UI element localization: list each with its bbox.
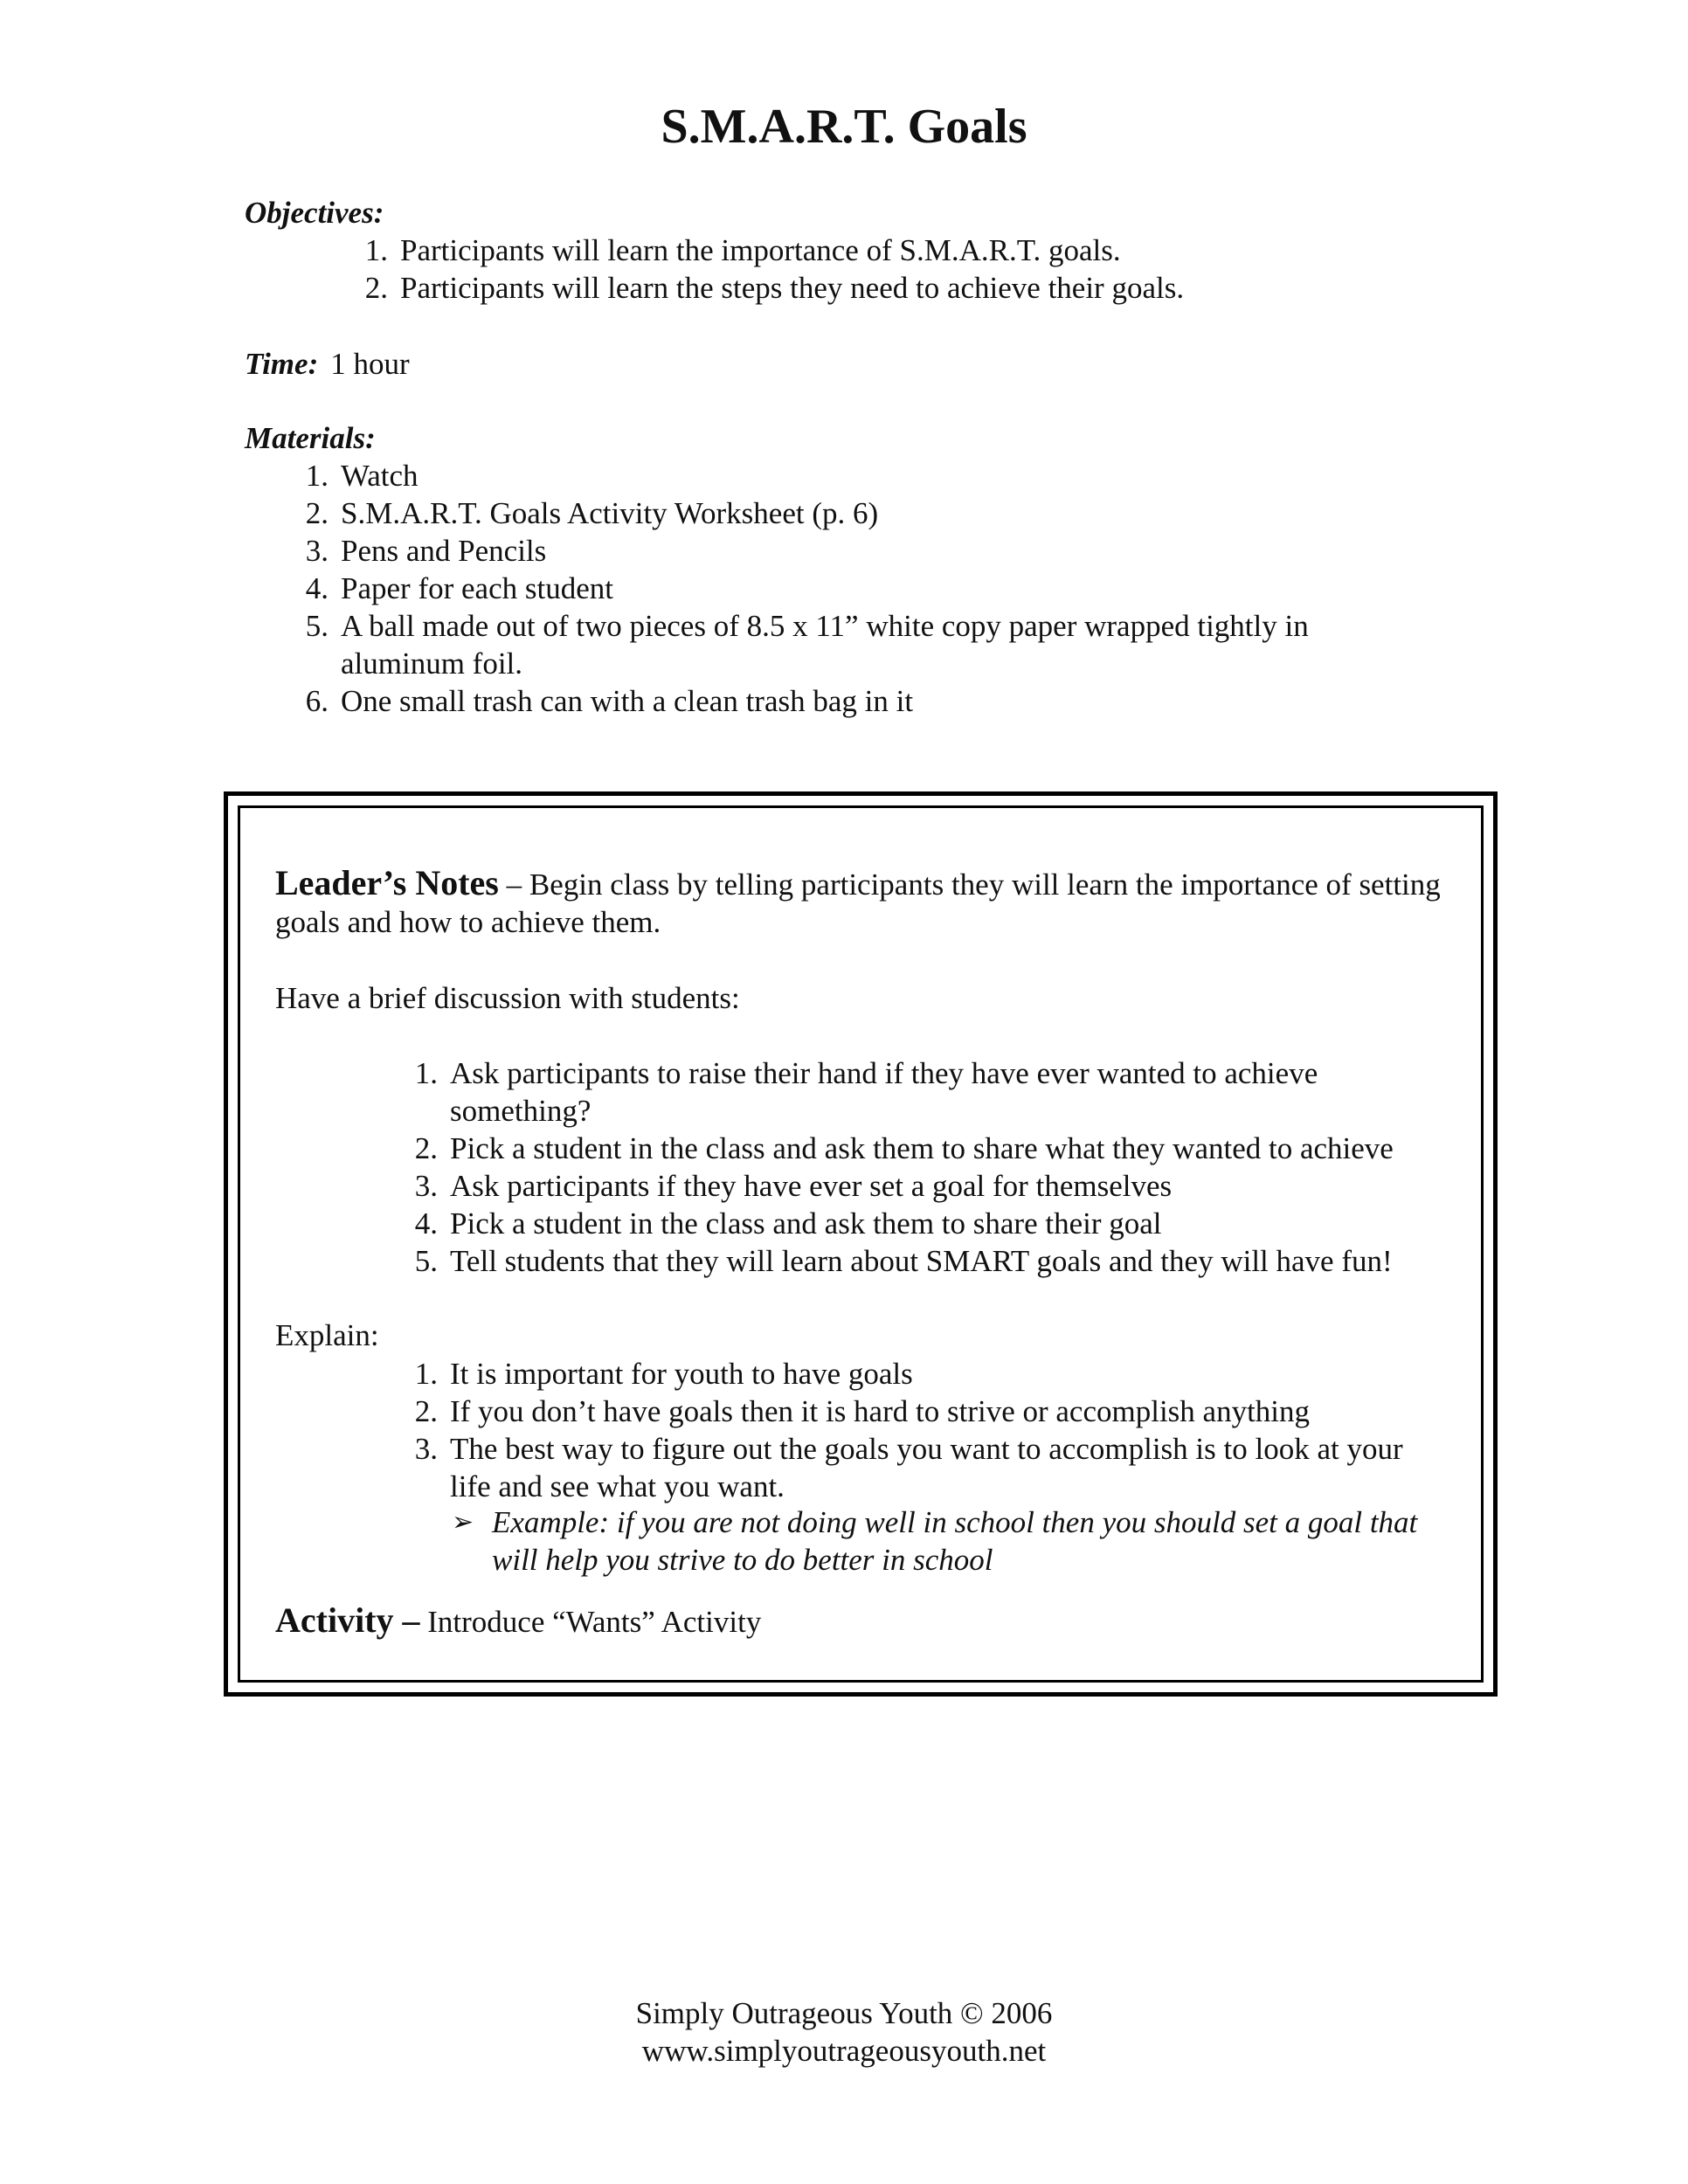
- list-text: Pick a student in the class and ask them to share their goal: [450, 1206, 1162, 1241]
- list-text: Pens and Pencils: [341, 534, 547, 568]
- list-item: [353, 269, 1489, 307]
- list-number: 2.: [305, 496, 329, 530]
- list-number: 4.: [414, 1206, 438, 1241]
- leaders-notes-box: [224, 791, 1498, 1697]
- list-number: 5.: [414, 1244, 438, 1278]
- list-text: The best way to figure out the goals you want to accomplish is to look at your life and see what you want.: [450, 1432, 1403, 1503]
- list-number: 1.: [364, 233, 388, 267]
- list-number: 5.: [305, 609, 329, 643]
- example-bullet-item: [452, 1503, 1444, 1579]
- list-text: It is important for youth to have goals: [450, 1357, 913, 1391]
- list-number: 4.: [305, 571, 329, 605]
- list-text: Participants will learn the steps they need to achieve their goals.: [400, 271, 1185, 305]
- activity-line: [275, 1601, 761, 1641]
- explain-label: Explain:: [275, 1318, 379, 1352]
- list-text: Pick a student in the class and ask them to share what they wanted to achieve: [450, 1131, 1394, 1165]
- list-item: [294, 457, 1421, 494]
- list-item: [403, 1205, 1442, 1242]
- list-item: [294, 494, 1421, 532]
- example-text: Example: if you are not doing well in school then you should set a goal that will help you strive to do better in school: [492, 1505, 1418, 1577]
- list-item: [403, 1054, 1442, 1130]
- time-line: [245, 345, 410, 383]
- objectives-heading: Objectives:: [245, 196, 384, 230]
- objectives-list: [353, 232, 1489, 307]
- time-value: 1 hour: [330, 347, 410, 381]
- list-item: [294, 532, 1421, 570]
- list-item: [294, 570, 1421, 607]
- list-number: 2.: [414, 1131, 438, 1165]
- list-text: S.M.A.R.T. Goals Activity Worksheet (p. 6): [341, 496, 879, 530]
- list-number: 2.: [364, 271, 388, 305]
- list-text: A ball made out of two pieces of 8.5 x 11” white copy paper wrapped tightly in aluminum foil.: [341, 609, 1309, 681]
- list-text: Participants will learn the importance of S.M.A.R.T. goals.: [400, 233, 1121, 267]
- discussion-list: [403, 1054, 1442, 1280]
- list-item: [353, 232, 1489, 269]
- list-text: Ask participants to raise their hand if they have ever wanted to achieve something?: [450, 1056, 1318, 1128]
- list-number: 6.: [305, 684, 329, 718]
- page-footer: [0, 1994, 1688, 2070]
- footer-copyright: Simply Outrageous Youth © 2006: [635, 1996, 1053, 2030]
- list-number: 3.: [414, 1432, 438, 1466]
- discussion-label: Have a brief discussion with students:: [275, 981, 740, 1015]
- leaders-notes-intro-text: – Begin class by telling participants they will learn the importance of setting goals and how to achieve them.: [275, 867, 1441, 939]
- list-number: 2.: [414, 1394, 438, 1428]
- explain-list: [403, 1355, 1442, 1505]
- list-item: [294, 607, 1421, 682]
- list-item: [403, 1355, 1442, 1393]
- materials-list: [294, 457, 1421, 720]
- list-item: [403, 1393, 1442, 1430]
- arrow-bullet-icon: ➢: [452, 1508, 474, 1537]
- list-number: 1.: [305, 459, 329, 493]
- list-number: 1.: [414, 1056, 438, 1090]
- page-title: S.M.A.R.T. Goals: [661, 100, 1027, 154]
- list-item: [403, 1242, 1442, 1280]
- list-item: [294, 682, 1421, 720]
- list-number: 1.: [414, 1357, 438, 1391]
- list-item: [403, 1430, 1442, 1505]
- materials-heading: Materials:: [245, 421, 376, 455]
- list-text: Paper for each student: [341, 571, 613, 605]
- list-item: [403, 1130, 1442, 1167]
- list-number: 3.: [305, 534, 329, 568]
- list-number: 3.: [414, 1169, 438, 1203]
- leaders-notes-intro: [275, 864, 1455, 941]
- footer-website: www.simplyoutrageousyouth.net: [641, 2034, 1047, 2068]
- list-item: [403, 1167, 1442, 1205]
- list-text: One small trash can with a clean trash bag in it: [341, 684, 914, 718]
- time-label: Time:: [245, 347, 319, 381]
- list-text: Ask participants if they have ever set a goal for themselves: [450, 1169, 1173, 1203]
- activity-text: Introduce “Wants” Activity: [419, 1605, 762, 1639]
- leaders-notes-inner-border: [238, 805, 1484, 1683]
- leaders-notes-heading: Leader’s Notes: [275, 863, 499, 902]
- list-text: If you don’t have goals then it is hard to strive or accomplish anything: [450, 1394, 1311, 1428]
- list-text: Watch: [341, 459, 419, 493]
- list-text: Tell students that they will learn about SMART goals and they will have fun!: [450, 1244, 1393, 1278]
- activity-heading: Activity –: [275, 1600, 420, 1640]
